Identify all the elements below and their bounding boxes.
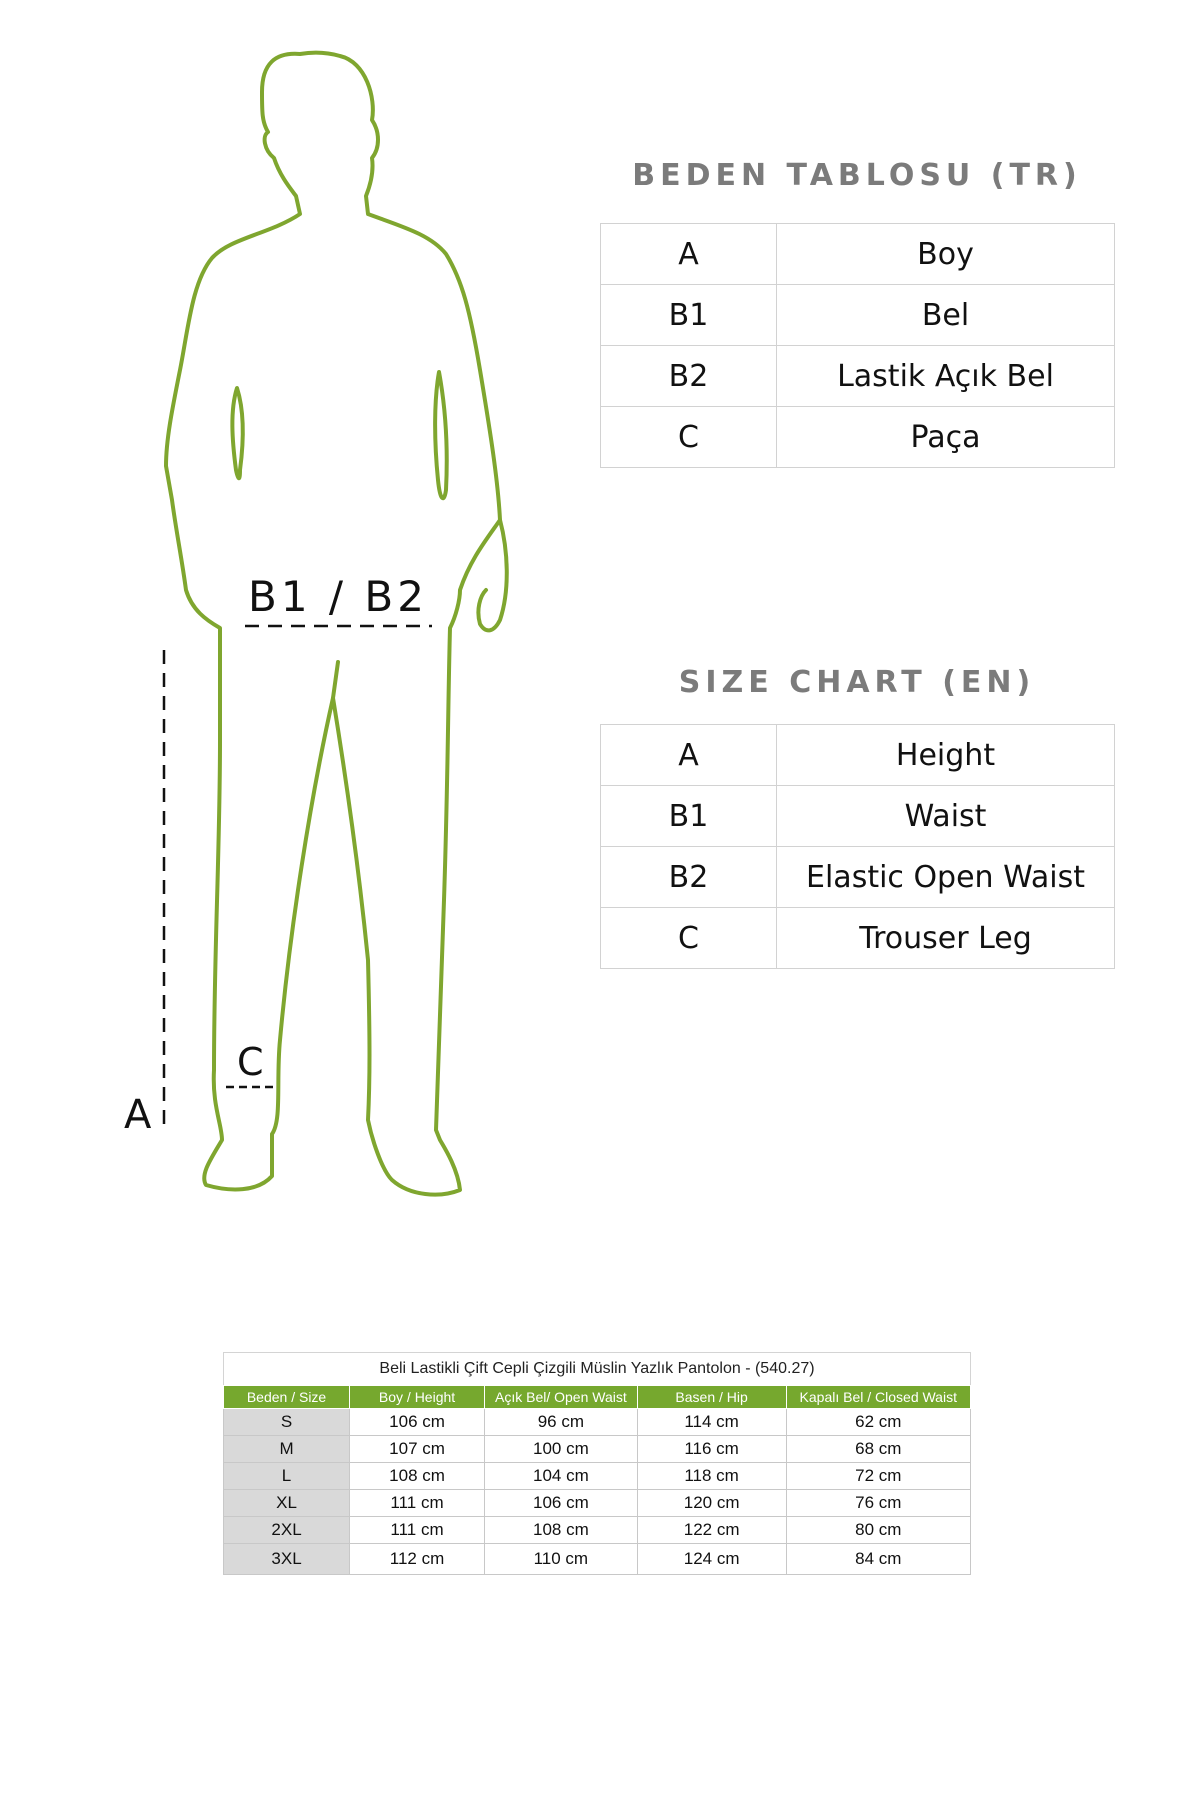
size-table-header-row	[224, 1386, 971, 1409]
table-row	[224, 1544, 971, 1575]
table-cell: 104 cm	[485, 1463, 638, 1490]
table-cell: 111 cm	[350, 1490, 485, 1517]
table-row	[224, 1409, 971, 1436]
legend-name: Height	[777, 725, 1115, 786]
table-cell: 122 cm	[637, 1517, 786, 1544]
table-cell: 84 cm	[786, 1544, 970, 1575]
table-cell: 62 cm	[786, 1409, 970, 1436]
table-row	[601, 346, 1115, 407]
column-header: Boy / Height	[350, 1386, 485, 1409]
column-header: Açık Bel/ Open Waist	[485, 1386, 638, 1409]
legend-name: Paça	[777, 407, 1115, 468]
table-cell: 106 cm	[485, 1490, 638, 1517]
trouser-leg-label: C	[237, 1040, 264, 1084]
column-header: Beden / Size	[224, 1386, 350, 1409]
size-cell: XL	[224, 1490, 350, 1517]
column-header: Kapalı Bel / Closed Waist	[786, 1386, 970, 1409]
body-outline-figure	[115, 40, 535, 1220]
legend-code: B2	[601, 847, 777, 908]
table-cell: 120 cm	[637, 1490, 786, 1517]
legend-code: C	[601, 407, 777, 468]
legend-code: A	[601, 224, 777, 285]
table-cell: 106 cm	[350, 1409, 485, 1436]
size-measurement-table	[223, 1352, 971, 1575]
legend-code: C	[601, 908, 777, 969]
table-cell: 111 cm	[350, 1517, 485, 1544]
table-row	[224, 1463, 971, 1490]
table-row	[601, 224, 1115, 285]
en-legend-table	[600, 724, 1115, 969]
size-cell: S	[224, 1409, 350, 1436]
size-cell: M	[224, 1436, 350, 1463]
table-cell: 100 cm	[485, 1436, 638, 1463]
size-cell: 2XL	[224, 1517, 350, 1544]
legend-name: Lastik Açık Bel	[777, 346, 1115, 407]
legend-code: B2	[601, 346, 777, 407]
legend-code: B1	[601, 786, 777, 847]
height-label: A	[124, 1092, 152, 1138]
legend-code: B1	[601, 285, 777, 346]
right-hand	[478, 520, 506, 630]
body-outline	[166, 53, 500, 1195]
tr-legend-table	[600, 223, 1115, 468]
table-cell: 114 cm	[637, 1409, 786, 1436]
table-cell: 96 cm	[485, 1409, 638, 1436]
table-cell: 108 cm	[485, 1517, 638, 1544]
right-arm-gap	[435, 372, 447, 498]
table-cell: 107 cm	[350, 1436, 485, 1463]
tr-chart-title: BEDEN TABLOSU (TR)	[632, 158, 1082, 193]
legend-code: A	[601, 725, 777, 786]
table-cell: 112 cm	[350, 1544, 485, 1575]
legend-name: Elastic Open Waist	[777, 847, 1115, 908]
table-cell: 124 cm	[637, 1544, 786, 1575]
size-cell: L	[224, 1463, 350, 1490]
table-cell: 118 cm	[637, 1463, 786, 1490]
waist-label: B1 / B2	[248, 572, 428, 621]
table-row	[601, 847, 1115, 908]
en-chart-title: SIZE CHART (EN)	[678, 665, 1036, 700]
size-table-title: Beli Lastikli Çift Cepli Çizgili Müslin Yazlık Pantolon - (540.27)	[223, 1352, 971, 1385]
table-row	[224, 1517, 971, 1544]
column-header: Basen / Hip	[637, 1386, 786, 1409]
table-cell: 76 cm	[786, 1490, 970, 1517]
table-cell: 72 cm	[786, 1463, 970, 1490]
size-cell: 3XL	[224, 1544, 350, 1575]
table-row	[601, 725, 1115, 786]
table-row	[601, 285, 1115, 346]
legend-name: Boy	[777, 224, 1115, 285]
table-row	[601, 407, 1115, 468]
table-cell: 116 cm	[637, 1436, 786, 1463]
table-row	[601, 908, 1115, 969]
table-row	[224, 1490, 971, 1517]
inseam	[333, 662, 338, 698]
table-row	[224, 1436, 971, 1463]
legend-name: Bel	[777, 285, 1115, 346]
table-cell: 80 cm	[786, 1517, 970, 1544]
table-cell: 68 cm	[786, 1436, 970, 1463]
table-cell: 108 cm	[350, 1463, 485, 1490]
table-row	[601, 786, 1115, 847]
legend-name: Waist	[777, 786, 1115, 847]
table-cell: 110 cm	[485, 1544, 638, 1575]
left-arm-gap	[232, 388, 242, 478]
legend-name: Trouser Leg	[777, 908, 1115, 969]
